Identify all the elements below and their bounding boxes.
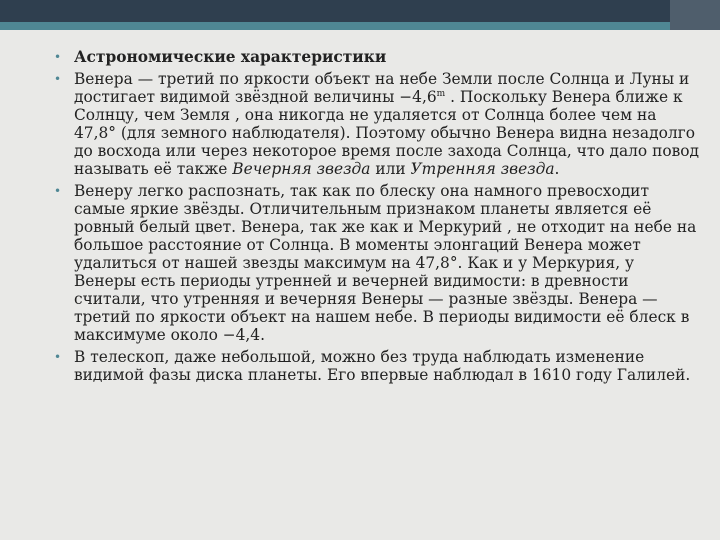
italic-term: Утренняя звезда bbox=[410, 160, 555, 178]
paragraph-text bbox=[74, 70, 699, 178]
header-accent-strip bbox=[0, 22, 720, 30]
bullet-dot-icon: • bbox=[54, 350, 62, 364]
text-segment: . Поскольку Венера ближе к Солнцу, чем Земля , она никогда не удаляется от Солнца более чем на 47,8° (для земного наблюдателя). Поэтому обычно Венера видна незадолго до восхода или через некоторое время после захода Солнца, что дало повод называть её также bbox=[74, 88, 700, 178]
paragraph-text: Венеру легко распознать, так как по блеску она намного превосходит самые яркие звёзды. Отличительным признаком планеты является её ровный белый цвет. Венера, так же как и Меркурий , не отходит на небе на большое расстояние от Солнца. В моменты элонгаций Венера может удалиться от нашей звезды максимум на 47,8°. Как и у Меркурия, у Венеры есть периоды утренней и вечерней видимости: в древности считали, что утренняя и вечерняя Венеры — разные звёзды. Венера — третий по яркости объект на нашем небе. В периоды видимости её блеск в максимуме около −4,4. bbox=[74, 182, 697, 344]
list-item bbox=[52, 70, 700, 178]
bullet-list bbox=[52, 48, 700, 384]
list-item bbox=[52, 48, 700, 66]
bullet-dot-icon: • bbox=[54, 72, 62, 86]
header-corner-block bbox=[670, 0, 720, 30]
text-segment: . bbox=[554, 160, 560, 178]
section-title: Астрономические характеристики bbox=[74, 48, 387, 66]
bullet-dot-icon: • bbox=[54, 184, 62, 198]
bullet-dot-icon: • bbox=[54, 50, 62, 64]
list-item bbox=[52, 348, 700, 384]
text-segment: Венера — третий по яркости объект на небе Земли после Солнца и Луны и достигает видимой звёздной величины −4,6 bbox=[74, 70, 690, 106]
text-segment: или bbox=[370, 160, 411, 178]
paragraph-text: В телескоп, даже небольшой, можно без труда наблюдать изменение видимой фазы диска планеты. Его впервые наблюдал в 1610 году Галилей. bbox=[74, 348, 691, 384]
superscript: m bbox=[436, 88, 446, 99]
slide-content bbox=[52, 48, 700, 388]
italic-term: Вечерняя звезда bbox=[232, 160, 371, 178]
header-dark-strip bbox=[0, 0, 720, 22]
list-item bbox=[52, 182, 700, 344]
